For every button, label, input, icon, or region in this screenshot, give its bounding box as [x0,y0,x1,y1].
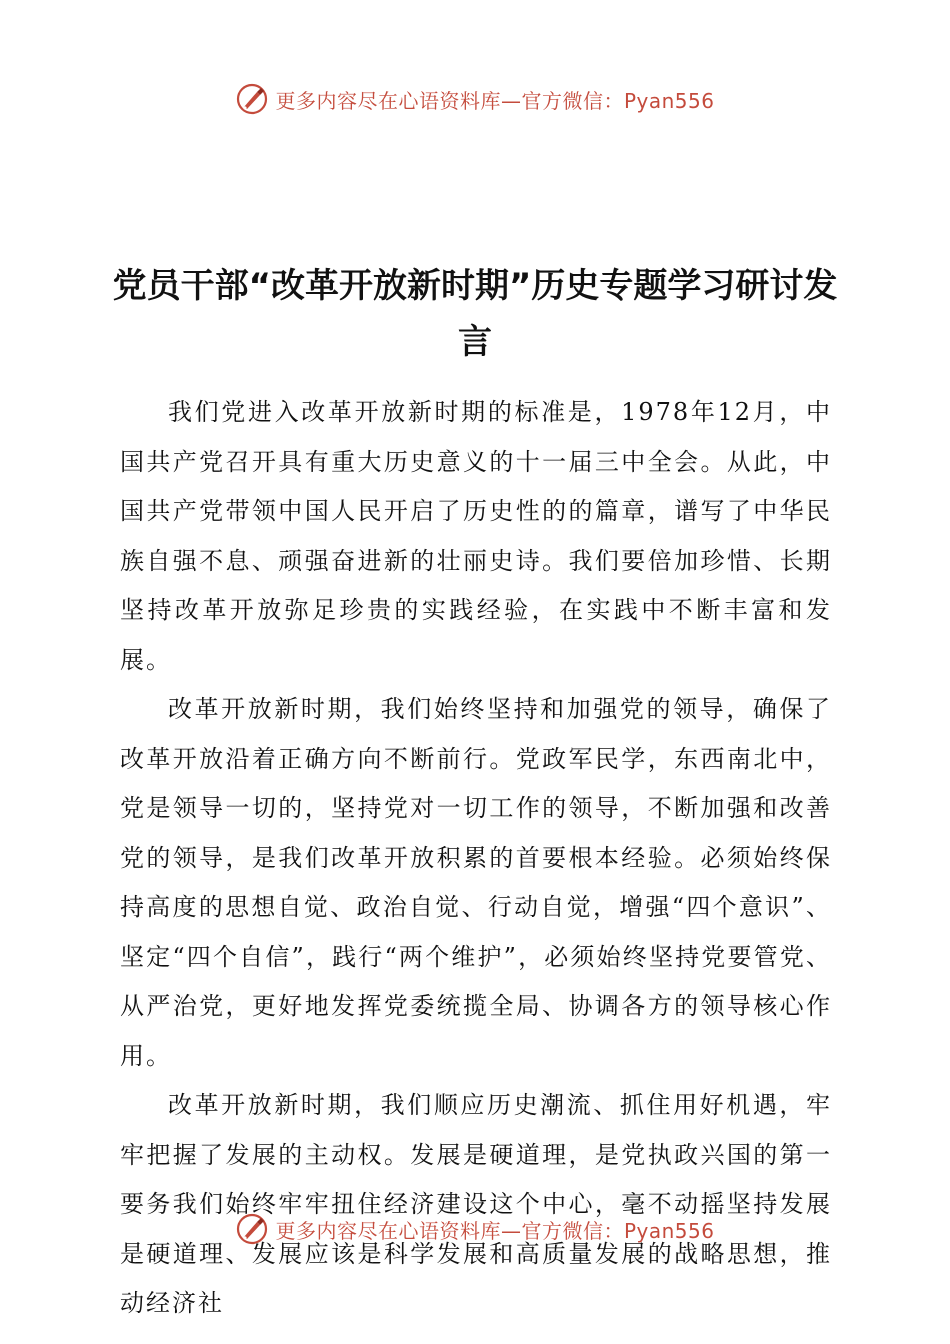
document-body [120,388,832,1329]
footer-watermark [0,1212,950,1246]
document-title: 党员干部“改革开放新时期”历史专题学习研讨发言 [112,266,838,362]
paragraph-1: 我们党进入改革开放新时期的标准是，1978年12月，中国共产党召开具有重大历史意义的十一届三中全会。从此，中国共产党带领中国人民开启了历史性的的篇章，谱写了中华民族自强不息、顽强奋进新的壮丽史诗。我们要倍加珍惜、长期坚持改革开放弥足珍贵的实践经验，在实践中不断丰富和发展。 [120,398,832,674]
pen-logo-icon [235,1212,269,1246]
watermark-text: 更多内容尽在心语资料库—官方微信：Pyan556 [275,88,715,113]
pen-logo-icon [235,82,269,116]
watermark-text: 更多内容尽在心语资料库—官方微信：Pyan556 [275,1218,715,1243]
header-watermark [0,82,950,116]
paragraph-3: 改革开放新时期，我们顺应历史潮流、抓住用好机遇，牢牢把握了发展的主动权。发展是硬道理，是党执政兴国的第一要务我们始终牢牢扭住经济建设这个中心，毫不动摇坚持发展是硬道理、发展应该是科学发展和高质量发展的战略思想，推动经济社 [120,1091,832,1317]
paragraph-2: 改革开放新时期，我们始终坚持和加强党的领导，确保了改革开放沿着正确方向不断前行。党政军民学，东西南北中，党是领导一切的，坚持党对一切工作的领导，不断加强和改善党的领导，是我们改革开放积累的首要根本经验。必须始终保持高度的思想自觉、政治自觉、行动自觉，增强“四个意识”、坚定“四个自信”，践行“两个维护”，必须始终坚持党要管党、从严治党，更好地发挥党委统揽全局、协调各方的领导核心作用。 [120,695,832,1070]
